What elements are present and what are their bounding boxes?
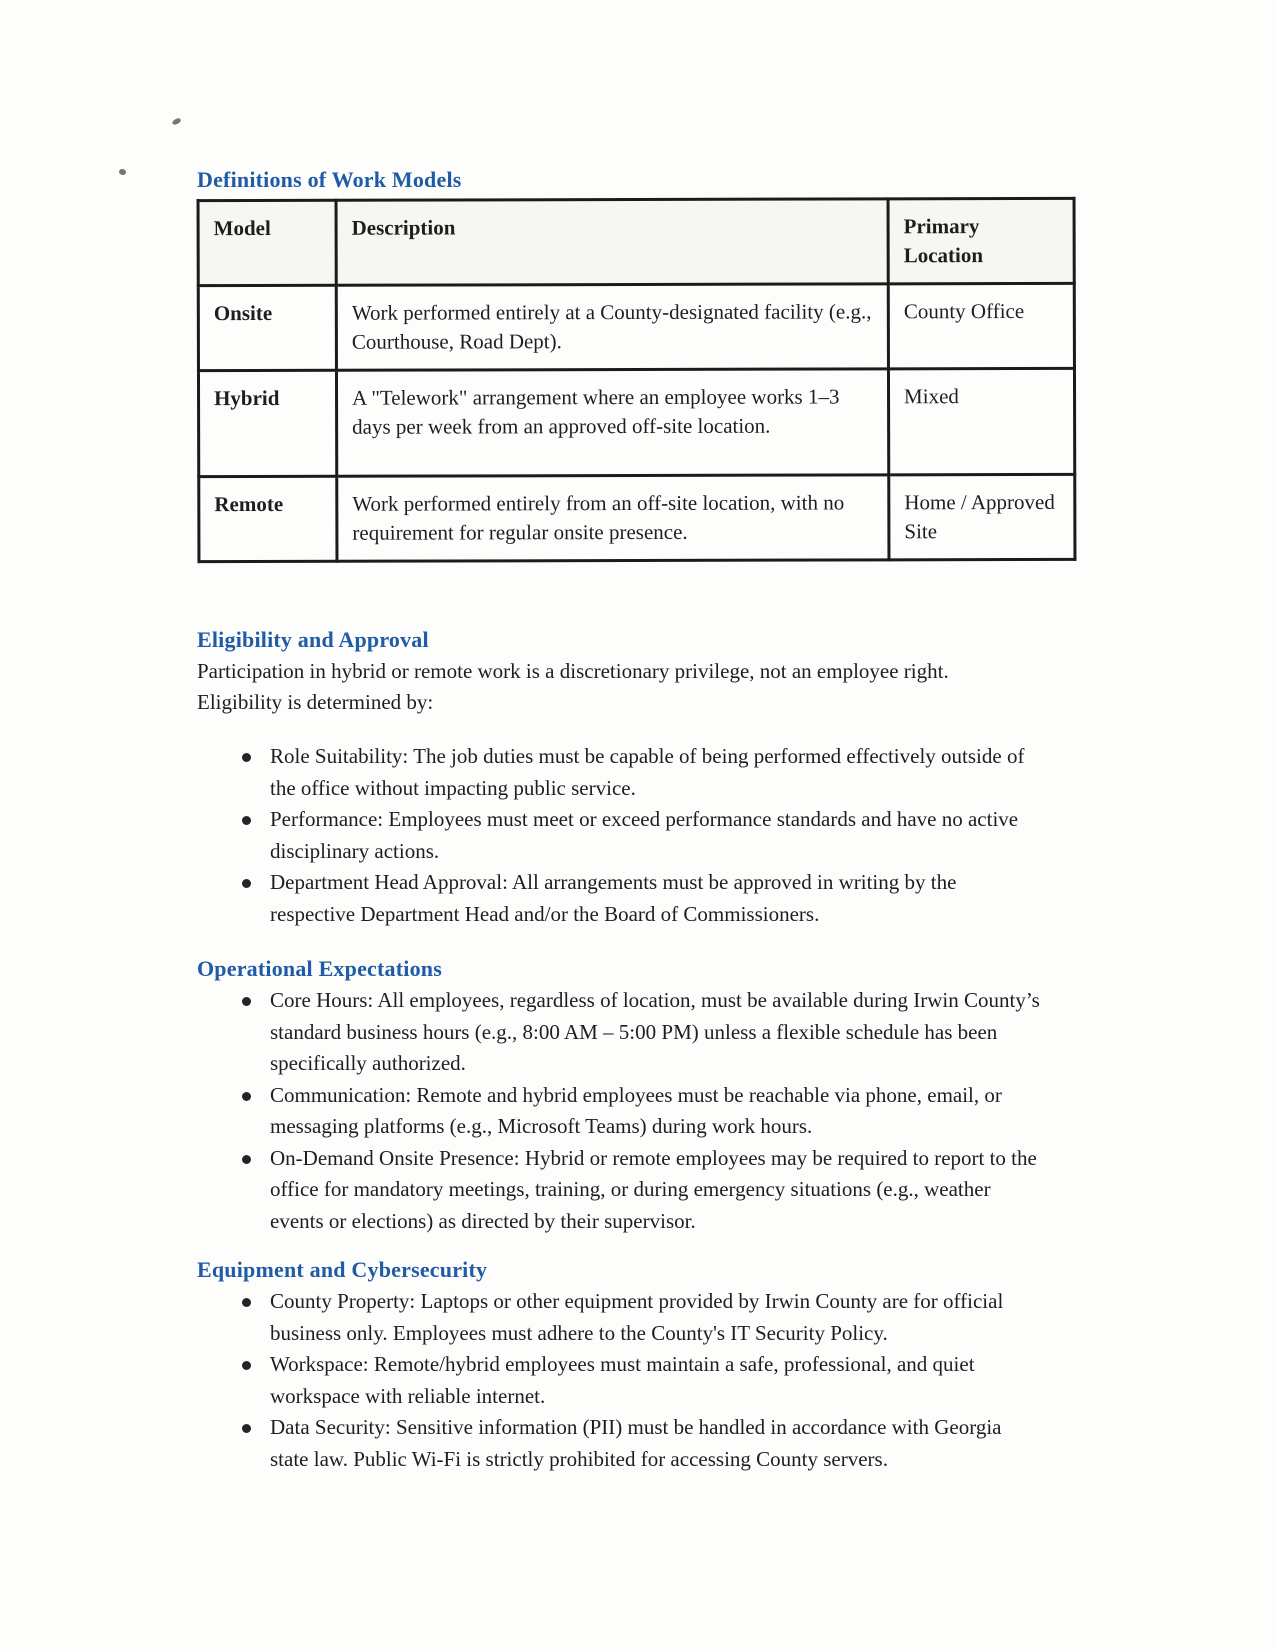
- table-row-remote: [199, 474, 1075, 561]
- column-header-model: Model: [198, 200, 336, 285]
- cell-location: Home / Approved Site: [889, 474, 1075, 559]
- equipment-bullet-list: [197, 1286, 1045, 1475]
- list-item: Department Head Approval: All arrangements must be approved in writing by the respective Department Head and/or the Board of Commissioners.: [240, 867, 1045, 930]
- section-heading-equipment-and-cybersecurity: Equipment and Cybersecurity: [197, 1257, 488, 1282]
- section-heading-operational-expectations: Operational Expectations: [197, 956, 442, 981]
- table-header-row: [198, 198, 1074, 285]
- list-item: Performance: Employees must meet or exceed performance standards and have no active disciplinary actions.: [240, 804, 1045, 867]
- cell-description: A "Telework" arrangement where an employee works 1–3 days per week from an approved off-site location.: [336, 369, 888, 476]
- work-models-table: [197, 197, 1077, 563]
- section-eligibility-and-approval: [197, 626, 1073, 930]
- operational-bullet-list: [197, 985, 1045, 1237]
- table-row-hybrid: [198, 368, 1074, 476]
- eligibility-intro-paragraph: Participation in hybrid or remote work is a discretionary privilege, not an employee right. Eligibility is determined by:: [197, 659, 949, 714]
- scan-speck-icon: [118, 168, 126, 176]
- list-item: On-Demand Onsite Presence: Hybrid or remote employees may be required to report to the office for mandatory meetings, training, or during emergency situations (e.g., weather events or elections) as directed by their supervisor.: [240, 1143, 1045, 1238]
- column-header-primary-location: Primary Location: [888, 198, 1074, 283]
- cell-model: Remote: [199, 476, 337, 561]
- list-item: County Property: Laptops or other equipment provided by Irwin County are for official business only. Employees must adhere to the County's IT Security Policy.: [240, 1286, 1045, 1349]
- list-item: Core Hours: All employees, regardless of location, must be available during Irwin County’s standard business hours (e.g., 8:00 AM – 5:00 PM) unless a flexible schedule has been specifically authorized.: [240, 985, 1045, 1080]
- list-item: Data Security: Sensitive information (PII) must be handled in accordance with Georgia state law. Public Wi-Fi is strictly prohibited for accessing County servers.: [240, 1412, 1045, 1475]
- eligibility-bullet-list: [197, 741, 1045, 930]
- cell-location: County Office: [888, 283, 1074, 368]
- cell-model: Onsite: [198, 285, 336, 370]
- section-heading-eligibility-and-approval: Eligibility and Approval: [197, 627, 429, 652]
- column-header-description: Description: [336, 199, 888, 285]
- document-content: [197, 166, 1073, 1475]
- cell-description: Work performed entirely from an off-site location, with no requirement for regular onsite presence.: [337, 475, 889, 561]
- section-heading-definitions-of-work-models: Definitions of Work Models: [197, 167, 462, 192]
- table-row-onsite: [198, 283, 1074, 370]
- section-operational-expectations: [197, 955, 1073, 1237]
- list-item: Communication: Remote and hybrid employees must be reachable via phone, email, or messaging platforms (e.g., Microsoft Teams) during work hours.: [240, 1080, 1045, 1143]
- cell-location: Mixed: [888, 368, 1074, 474]
- list-item: Workspace: Remote/hybrid employees must maintain a safe, professional, and quiet workspace with reliable internet.: [240, 1349, 1045, 1412]
- section-equipment-and-cybersecurity: [197, 1256, 1073, 1475]
- cell-model: Hybrid: [198, 370, 336, 476]
- scan-speck-icon: [171, 117, 181, 125]
- list-item: Role Suitability: The job duties must be capable of being performed effectively outside of the office without impacting public service.: [240, 741, 1045, 804]
- cell-description: Work performed entirely at a County-designated facility (e.g., Courthouse, Road Dept).: [336, 284, 888, 370]
